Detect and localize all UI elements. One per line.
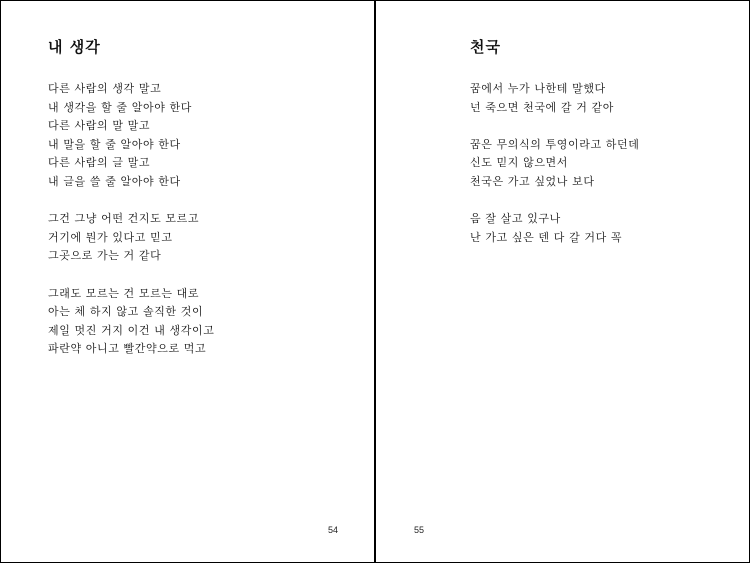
poem-line: 꿈은 무의식의 투영이라고 하던데: [470, 137, 640, 151]
poem-title: 천국: [470, 38, 501, 56]
poem-body: [48, 80, 214, 378]
right-page: [376, 0, 750, 563]
page-number: 55: [414, 525, 425, 535]
poem-body: [470, 80, 639, 266]
poem-line: 파란약 아니고 빨간약으로 먹고: [48, 342, 207, 356]
stanza: [470, 136, 639, 192]
poem-line: 그곳으로 가는 거 같다: [48, 249, 162, 263]
stanza: [48, 80, 214, 192]
poem-line: 아는 체 하지 않고 솔직한 것이: [48, 305, 204, 319]
poem-line: 넌 죽으면 천국에 갈 거 같아: [470, 100, 614, 114]
page-number: 54: [328, 525, 339, 535]
poem-line: 다른 사람의 글 말고: [48, 156, 151, 170]
poem-line: 다른 사람의 말 말고: [48, 119, 151, 133]
poem-line: 내 말을 할 줄 알아야 한다: [48, 137, 181, 151]
poem-line: 그건 그냥 어떤 건지도 모르고: [48, 212, 200, 226]
poem-line: 다른 사람의 생각 말고: [48, 82, 162, 95]
stanza: [470, 80, 639, 117]
poem-line: 제일 멋진 거지 이건 내 생각이고: [48, 323, 215, 337]
poem-line: 내 글을 쓸 줄 알아야 한다: [48, 174, 181, 188]
poem-line: 그래도 모르는 건 모르는 대로: [48, 286, 200, 300]
stanza: [48, 210, 214, 266]
left-page: [0, 0, 374, 563]
poem-line: 음 잘 살고 있구나: [470, 212, 561, 226]
poem-line: 꿈에서 누가 나한테 말했다: [470, 82, 606, 95]
poem-line: 거기에 뭔가 있다고 믿고: [48, 230, 173, 244]
poem-line: 내 생각을 할 줄 알아야 한다: [48, 100, 192, 114]
poem-line: 신도 믿지 않으면서: [470, 156, 569, 170]
stanza: [470, 210, 639, 247]
poem-line: 천국은 가고 싶었나 보다: [470, 174, 595, 188]
poem-title: 내 생각: [48, 38, 101, 56]
poem-line: 난 가고 싶은 덴 다 갈 거다 꼭: [470, 230, 623, 244]
stanza: [48, 285, 214, 359]
